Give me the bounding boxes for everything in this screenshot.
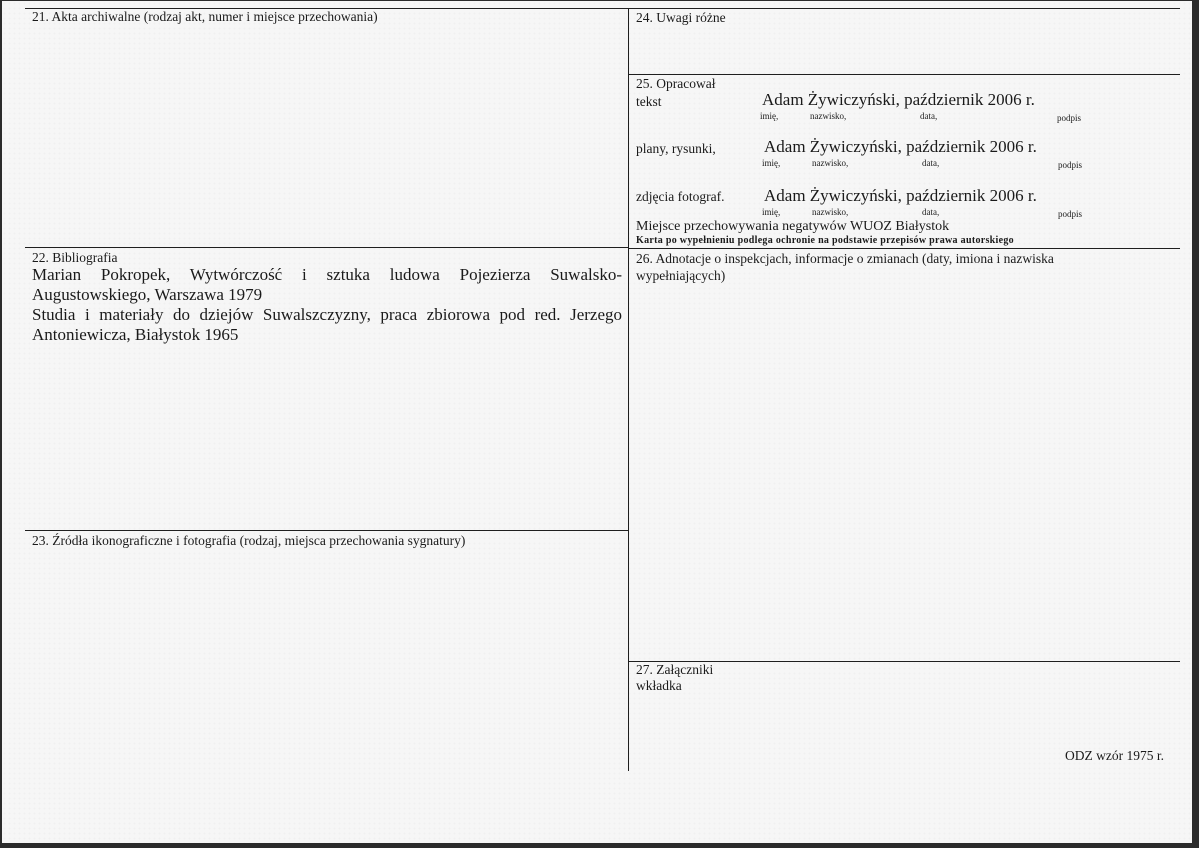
form-version: ODZ wzór 1975 r.: [1065, 748, 1164, 763]
rule-21-22: [25, 247, 628, 248]
prepared-row-value-text: Adam Żywiczyński, październik 2006 r.: [762, 90, 1035, 109]
prepared-row-value-plans: Adam Żywiczyński, październik 2006 r.: [764, 137, 1037, 156]
negatives-storage: Miejsce przechowywania negatywów WUOZ Białystok: [636, 219, 950, 234]
prepared-row-value-photos: Adam Żywiczyński, październik 2006 r.: [764, 186, 1037, 205]
section-24-label: 24. Uwagi różne: [636, 10, 726, 25]
caption-date: data,: [922, 158, 940, 168]
caption-signature: podpis: [1058, 209, 1083, 219]
prepared-row-label-photos: zdjęcia fotograf.: [636, 189, 725, 204]
rule-24-25: [628, 74, 1180, 75]
prepared-row-label-plans: plany, rysunki,: [636, 141, 716, 156]
form-card: [2, 1, 1192, 843]
center-divider: [628, 8, 629, 771]
caption-date: data,: [922, 207, 940, 217]
copyright-notice: Karta po wypełnieniu podlega ochronie na podstawie przepisów prawa autorskiego: [636, 235, 1014, 246]
section-21-label: 21. Akta archiwalne (rodzaj akt, numer i miejsce przechowania): [32, 9, 378, 24]
section-23-label: 23. Źródła ikonograficzne i fotografia (rodzaj, miejsca przechowania sygnatury): [32, 533, 466, 548]
bibliography-entry: Studia i materiały do dziejów Suwalszczyzny, praca zbiorowa pod red. Jerzego Antoniewicza, Białystok 1965: [32, 305, 622, 344]
caption-signature: podpis: [1057, 113, 1082, 123]
caption-first-name: imię,: [762, 158, 781, 168]
rule-22-23: [25, 530, 628, 531]
section-22-label: 22. Bibliografia: [32, 250, 118, 265]
caption-last-name: nazwisko,: [812, 158, 849, 168]
prepared-row-label-text: tekst: [636, 94, 662, 109]
caption-date: data,: [920, 111, 938, 121]
caption-signature: podpis: [1058, 160, 1083, 170]
caption-first-name: imię,: [762, 207, 781, 217]
section-25-label: 25. Opracował: [636, 76, 716, 91]
caption-last-name: nazwisko,: [812, 207, 849, 217]
caption-first-name: imię,: [760, 111, 779, 121]
bibliography-list: [32, 265, 622, 345]
rule-25-26: [628, 248, 1180, 249]
caption-last-name: nazwisko,: [810, 111, 847, 121]
section-27-label: 27. Załączniki: [636, 662, 714, 677]
bibliography-entry: Marian Pokropek, Wytwórczość i sztuka ludowa Pojezierza Suwalsko-Augustowskiego, Warszawa 1979: [32, 265, 622, 304]
section-26-label: 26. Adnotacje o inspekcjach, informacje o zmianach (daty, imiona i nazwiska wypełniających): [636, 251, 1054, 283]
attachment-item: wkładka: [636, 678, 682, 693]
